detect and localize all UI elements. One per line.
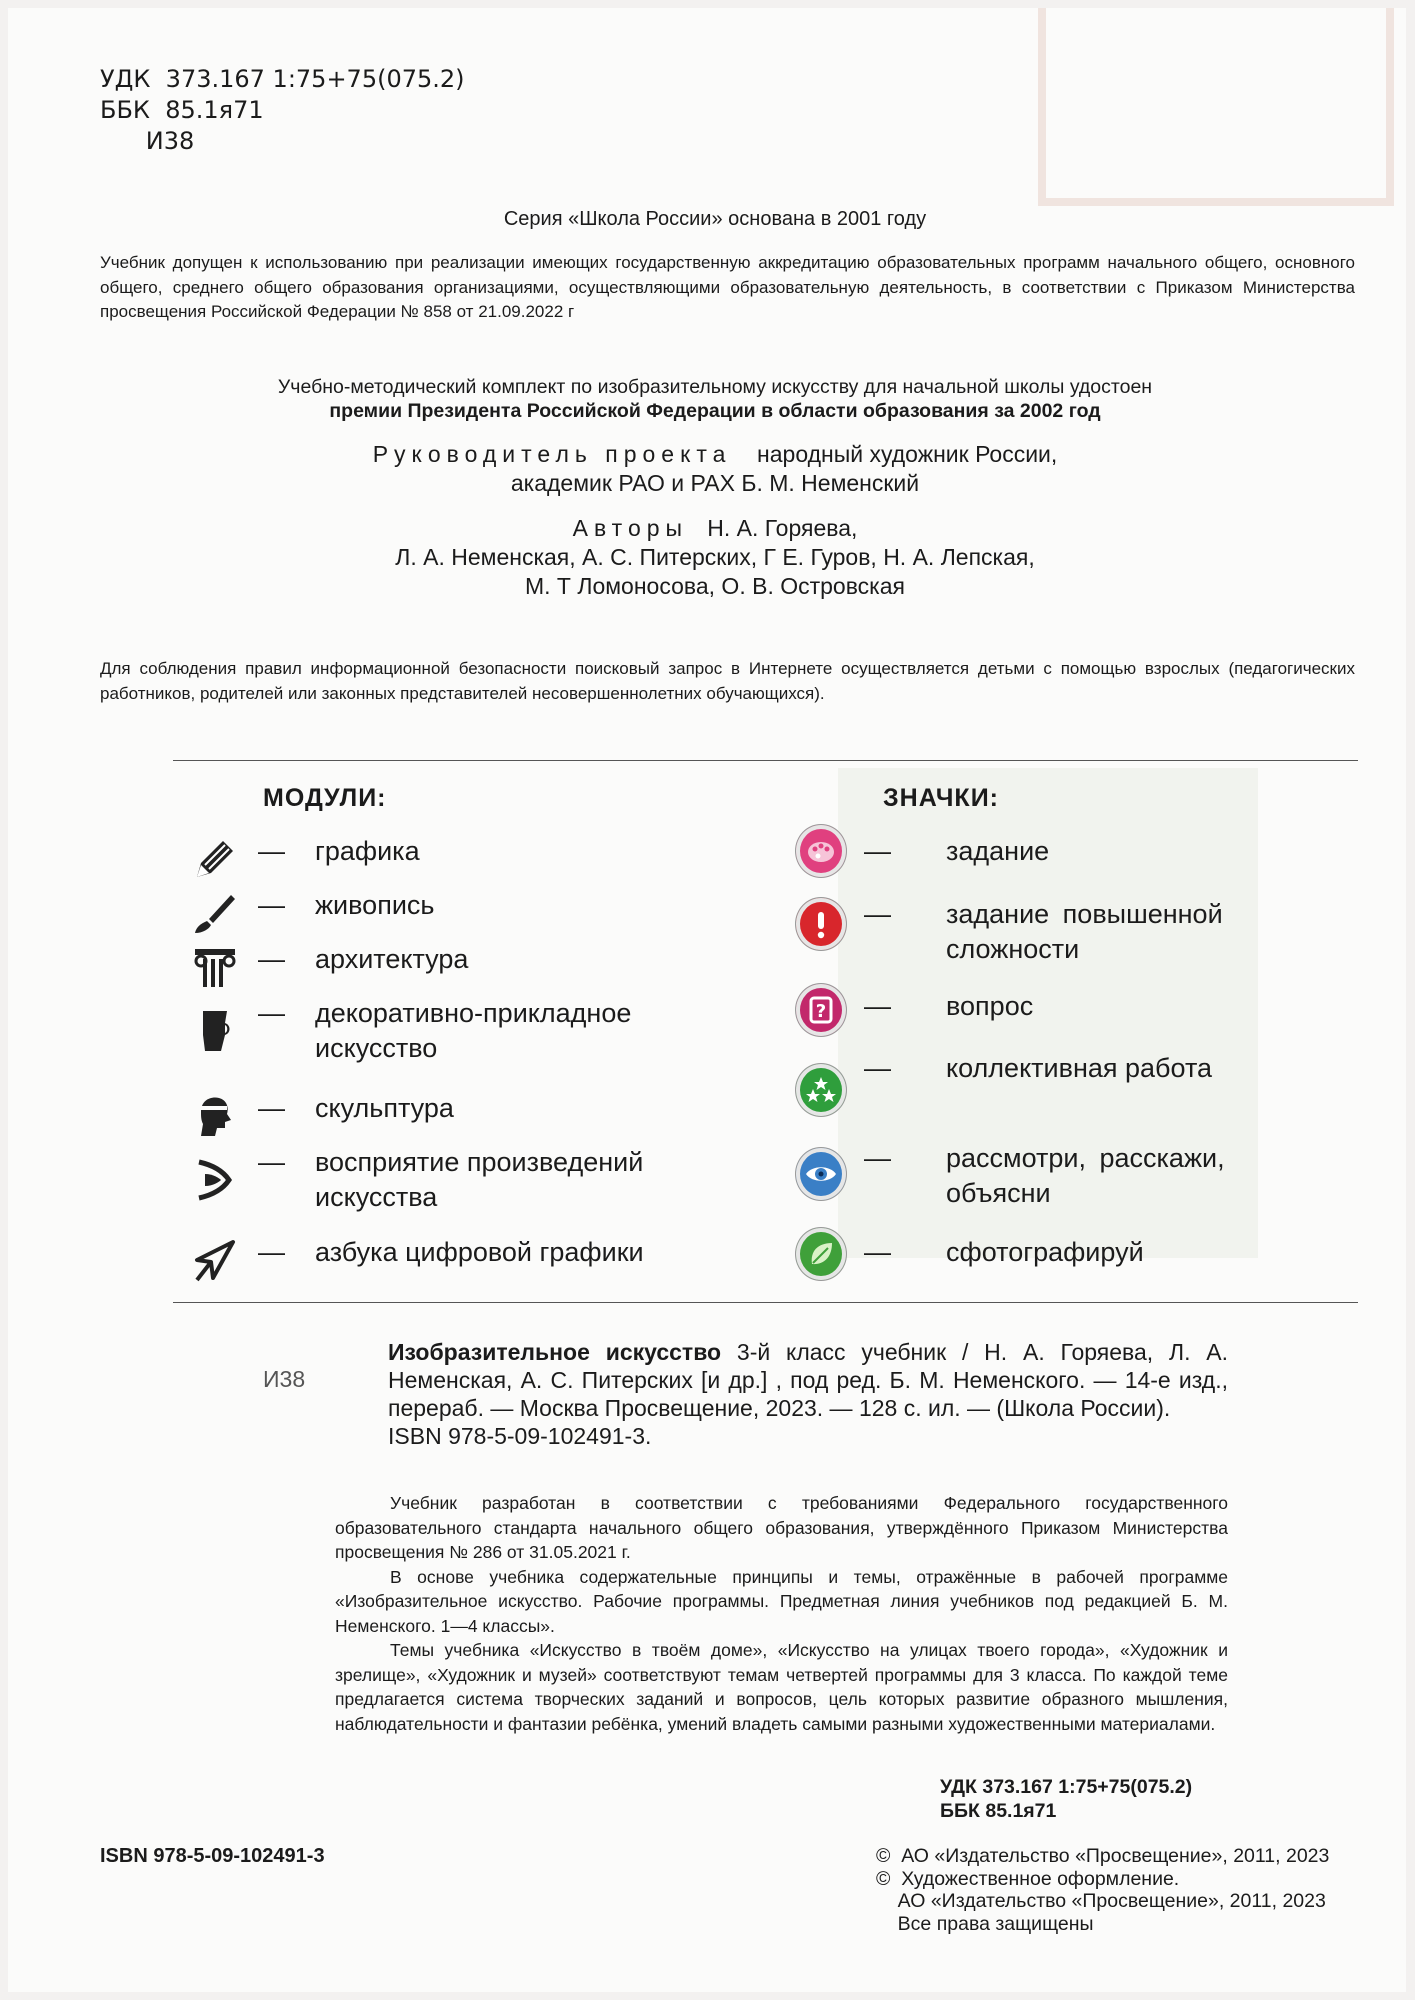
palette-badge-icon <box>796 825 846 877</box>
bottom-classification-codes <box>940 1775 1192 1823</box>
sculpture-head-icon <box>190 1091 240 1141</box>
legend-top-rule <box>173 760 1358 761</box>
award-line-1: Учебно-методический комплект по изобразительному искусству для начальной школы удостоен <box>277 376 1153 398</box>
sign-question: ? — вопрос <box>796 989 1316 1044</box>
authors-line-2: Л. А. Неменская, А. С. Питерских, Г Е. Гуров, Н. А. Лепская, <box>395 544 1035 570</box>
bottom-udk: УДК 373.167 1:75+75(075.2) <box>940 1776 1193 1798</box>
module-perception: — восприятие произведений искусства <box>190 1145 750 1220</box>
module-digital-graphics: — азбука цифровой графики <box>190 1235 750 1275</box>
annotation <box>335 1491 1228 1736</box>
modules-heading: МОДУЛИ: <box>263 784 387 812</box>
udk-code: УДК 373.167 1:75+75(075.2) <box>100 65 465 93</box>
sign-photograph: — сфотографируй <box>796 1235 1316 1290</box>
module-label: азбука цифровой графики <box>315 1237 644 1267</box>
sign-label: задание повышенной сложности <box>946 899 1223 964</box>
module-sculpture: — скульптура <box>190 1091 670 1131</box>
biblio-details: 3-й класс учебник / Н. А. Горяева, Л. А. Неменская, А. С. Питерских [и др.] , под ред. Б. М. Неменского. — 14-е изд., перераб. — Москва Просвещение, 2023. — 128 с. ил. — (Школа России). <box>388 1339 1228 1421</box>
leader-line-2: академик РАО и РАХ Б. М. Неменский <box>510 470 920 496</box>
module-label: восприятие произведений искусства <box>315 1147 644 1212</box>
leader-label: Руководитель проекта <box>372 441 732 467</box>
classification-codes <box>100 64 465 157</box>
module-decorative-arts: — декоративно-прикладное искусство <box>190 996 670 1071</box>
copyright-line: Все права защищены <box>876 1912 1094 1935</box>
sign-look-explain: — рассмотри, расскажи, объясни <box>796 1141 1336 1216</box>
svg-text:?: ? <box>815 1001 827 1022</box>
exclamation-badge-icon <box>796 898 846 950</box>
book-imprint-page <box>8 8 1406 1992</box>
sign-label: сфотографируй <box>946 1237 1144 1267</box>
authors-line-3: М. Т Ломоносова, О. В. Островская <box>524 573 906 599</box>
copyright-block <box>876 1845 1329 1935</box>
leader-line-1: народный художник России, <box>757 441 1058 467</box>
question-badge-icon <box>796 984 846 1036</box>
sign-label: рассмотри, расскажи, объясни <box>946 1143 1225 1208</box>
paintbrush-icon <box>190 888 240 938</box>
annotation-paragraph: Темы учебника «Искусство в твоём доме», «Искусство на улицах твоего города», «Художник и зрелище», «Художник и музей» соответствуют темам четвертей программы для 3 класса. По каждой теме предлагается система творческих заданий и вопросов, цель которых развитие образного мышления, наблюдательности и фантазии ребёнка, умений владеть самыми разными художественными материалами. <box>335 1640 1228 1734</box>
cursor-arrow-icon <box>190 1235 240 1285</box>
eye-profile-icon <box>190 1155 240 1205</box>
award-note <box>100 375 1330 423</box>
eye-badge-icon <box>796 1148 846 1200</box>
award-line-2: премии Президента Российской Федерации в области образования за 2002 год <box>329 400 1101 422</box>
book-title: Изобразительное искусство <box>388 1339 722 1365</box>
sign-label: коллективная работа <box>946 1053 1213 1083</box>
stars-badge-icon <box>796 1064 846 1116</box>
leaf-badge-icon <box>796 1228 846 1280</box>
module-label: скульптура <box>315 1093 454 1123</box>
copyright-line: © АО «Издательство «Просвещение», 2011, 2023 <box>876 1845 1330 1867</box>
module-label: архитектура <box>315 944 469 974</box>
authors-block <box>100 514 1330 601</box>
copyright-line: АО «Издательство «Просвещение», 2011, 2023 <box>876 1890 1326 1912</box>
biblio-isbn: ISBN 978-5-09-102491-3. <box>388 1423 652 1449</box>
sign-task: — задание <box>796 834 1316 889</box>
copyright-line: © Художественное оформление. <box>876 1867 1180 1890</box>
show-through-frame <box>1038 8 1394 206</box>
module-label: живопись <box>315 890 435 920</box>
module-label: декоративно-прикладное искусство <box>315 998 632 1063</box>
sign-hard-task: — задание повышенной сложности <box>796 897 1326 972</box>
bbk-code: ББК 85.1я71 <box>100 96 264 124</box>
bottom-bbk: ББК 85.1я71 <box>940 1800 1057 1822</box>
authors-line-1: Н. А. Горяева, <box>707 515 858 541</box>
author-mark: И38 <box>100 127 195 155</box>
annotation-paragraph: В основе учебника содержательные принципы и темы, отражённые в рабочей программе «Изобразительное искусство. Рабочие программы. Предметная линия учебников под редакцией Б. М. Неменского. 1—4 классы». <box>335 1566 1228 1636</box>
bibliographic-record <box>388 1338 1228 1450</box>
module-painting: — живопись <box>190 888 670 928</box>
sign-group-work: — коллективная работа <box>796 1051 1316 1126</box>
sign-label: задание <box>946 836 1050 866</box>
vase-icon <box>190 1006 240 1056</box>
module-label: графика <box>315 836 420 866</box>
module-graphics: — графика <box>190 834 670 874</box>
annotation-paragraph: Учебник разработан в соответствии с требованиями Федерального государственного образовательного стандарта начального общего образования, утверждённого Приказом Министерства просвещения № 286 от 31.05.2021 г. <box>335 1493 1228 1562</box>
permission-text: Учебник допущен к использованию при реализации имеющих государственную аккредитацию образовательных программ начального общего, основного общего, среднего общего образования организациями, осуществляющими образовательную деятельность, в соответствии с Приказом Министерства просвещения Российской Федерации № 858 от 21.09.2022 г <box>100 253 1355 321</box>
legend-bottom-rule <box>173 1302 1358 1303</box>
safety-note: Для соблюдения правил информационной безопасности поисковый запрос в Интернете осуществляется детьми с помощью взрослых (педагогических работников, родителей или законных представителей несовершеннолетних обучающихся). <box>100 659 1355 703</box>
sign-label: вопрос <box>946 991 1034 1021</box>
module-architecture: — архитектура <box>190 942 670 982</box>
project-leader <box>100 440 1330 498</box>
series-line: Серия «Школа России» основана в 2001 году <box>503 208 927 230</box>
signs-heading: ЗНАЧКИ: <box>883 784 999 812</box>
authors-label: Авторы <box>572 515 689 541</box>
isbn: ISBN 978-5-09-102491-3 <box>100 1845 325 1867</box>
pencil-icon <box>190 834 240 884</box>
column-icon <box>190 942 240 992</box>
biblio-code: И38 <box>263 1366 306 1392</box>
